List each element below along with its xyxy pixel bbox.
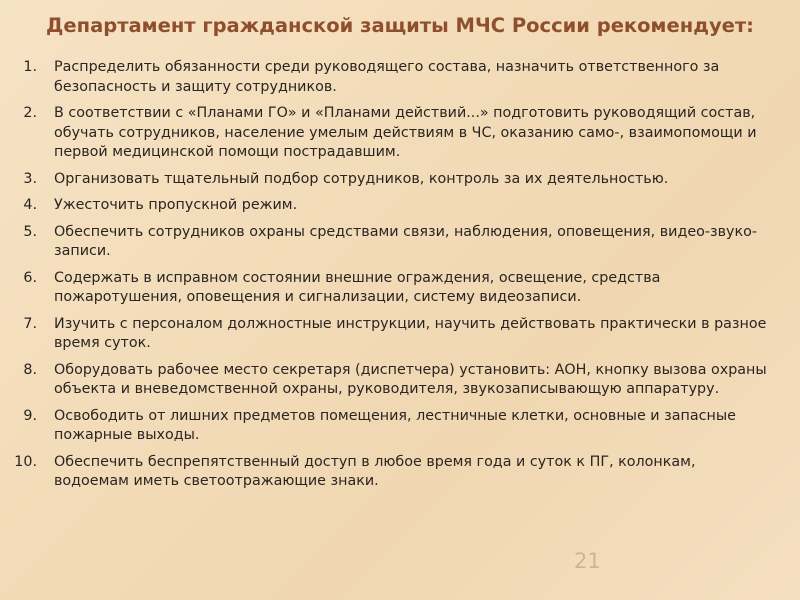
item-number: 4.	[23, 197, 37, 213]
item-text: Обеспечить беспрепятственный доступ в любое время года и суток к ПГ, колонкам, водоемам иметь светоотражающие знаки.	[54, 453, 696, 489]
item-number: 2.	[23, 105, 37, 121]
list-item	[0, 269, 800, 308]
item-number: 1.	[23, 59, 37, 75]
item-text: Содержать в исправном состоянии внешние ограждения, освещение, средства пожаротушения, оповещения и сигнализации, систему видеозаписи.	[54, 269, 661, 305]
list-item	[0, 315, 800, 354]
recommendations-list	[0, 58, 800, 499]
item-text: Распределить обязанности среди руководящего состава, назначить ответственного за безопасность и защиту сотрудников.	[54, 59, 720, 95]
list-item	[0, 453, 800, 492]
item-number: 10.	[14, 453, 37, 470]
list-item	[0, 104, 800, 163]
item-text: Ужесточить пропускной режим.	[54, 197, 298, 213]
item-number: 5.	[23, 223, 37, 240]
item-text: Оборудовать рабочее место секретаря (диспетчера) установить: АОН, кнопку вызова охраны объекта и вневедомственной охраны, руководителя, звукозаписывающую аппаратуру.	[54, 361, 767, 397]
item-number: 6.	[23, 269, 37, 286]
item-number: 9.	[23, 407, 37, 424]
list-item	[0, 58, 800, 97]
item-text: Организовать тщательный подбор сотрудников, контроль за их деятельностью.	[54, 170, 669, 187]
item-number: 3.	[23, 170, 37, 187]
item-text: Освободить от лишних предметов помещения, лестничные клетки, основные и запасные пожарные выходы.	[54, 407, 736, 443]
item-text: В соответствии с «Планами ГО» и «Планами действий...» подготовить руководящий состав, обучать сотрудников, население умелым действиям в ЧС, оказанию само-, взаимопомощи и первой медицинской помощи пострадавшим.	[54, 105, 757, 160]
list-item	[0, 170, 800, 190]
page-number: 21	[574, 549, 601, 573]
list-item	[0, 196, 800, 216]
list-item	[0, 361, 800, 400]
item-text: Обеспечить сотрудников охраны средствами связи, наблюдения, оповещения, видео-звуко-записи.	[54, 223, 758, 259]
list-item	[0, 407, 800, 446]
list-item	[0, 223, 800, 262]
slide-title: Департамент гражданской защиты МЧС России рекомендует:	[46, 14, 754, 37]
item-text: Изучить с персоналом должностные инструкции, научить действовать практически в разное время суток.	[54, 315, 767, 351]
item-number: 7.	[23, 315, 37, 332]
item-number: 8.	[23, 361, 37, 378]
